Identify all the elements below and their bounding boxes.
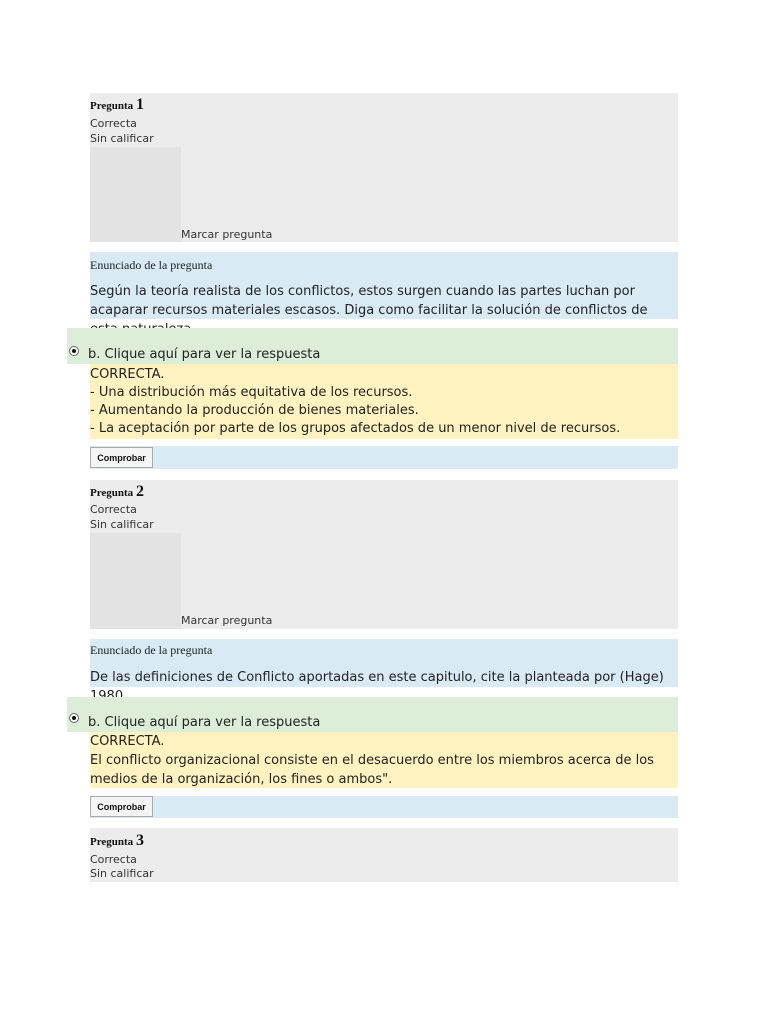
question-2-grade: Sin calificar	[90, 518, 154, 531]
question-2-check-bar	[90, 796, 678, 818]
question-1-statement-text: Según la teoría realista de los conflictos, estos surgen cuando las partes luchan por acaparar recursos materiales escasos. Diga como facilitar la solución de conflictos de	[90, 284, 648, 318]
feedback-line: - La aceptación por parte de los grupos afectados de un menor nivel de recursos.	[90, 421, 621, 436]
question-1-check-bar	[90, 446, 678, 469]
question-1-answer-label[interactable]: b. Clique aquí para ver la respuesta	[88, 347, 321, 362]
question-2-statement-text: De las definiciones de Conflicto aportadas en este capitulo, cite la planteada por (Hage)	[90, 670, 664, 685]
feedback-line: - Aumentando la producción de bienes materiales.	[90, 403, 419, 418]
question-2-title	[90, 483, 144, 501]
question-prefix: Pregunta	[90, 487, 134, 499]
question-number: 2	[135, 483, 144, 500]
question-2-statement-heading: Enunciado de la pregunta	[90, 643, 213, 657]
question-1-title	[90, 96, 144, 114]
question-2-answer-label[interactable]: b. Clique aquí para ver la respuesta	[88, 715, 321, 730]
question-number: 1	[135, 96, 144, 113]
question-1-flag-area	[90, 147, 181, 242]
check-button-1[interactable]: Comprobar	[90, 447, 153, 468]
question-number: 3	[135, 832, 144, 849]
question-prefix: Pregunta	[90, 100, 134, 112]
question-1-grade: Sin calificar	[90, 132, 154, 145]
feedback-title: CORRECTA.	[90, 734, 165, 749]
question-3-grade: Sin calificar	[90, 867, 154, 880]
question-1-answer-radio[interactable]	[69, 346, 79, 356]
feedback-line: - Una distribución más equitativa de los recursos.	[90, 385, 413, 400]
question-1-statement-heading: Enunciado de la pregunta	[90, 258, 213, 272]
flag-question-2-link[interactable]: Marcar pregunta	[181, 614, 273, 627]
flag-question-1-link[interactable]: Marcar pregunta	[181, 228, 273, 241]
question-2-feedback	[90, 732, 678, 788]
question-1-feedback	[90, 364, 678, 439]
question-2-state: Correcta	[90, 503, 137, 516]
feedback-text: El conflicto organizacional consiste en el desacuerdo entre los miembros acerca de los medios de la organización, los fines o ambos".	[90, 753, 654, 787]
question-3-info	[90, 828, 678, 882]
question-3-title	[90, 832, 144, 850]
question-1-state: Correcta	[90, 117, 137, 130]
feedback-line: CORRECTA.	[90, 367, 165, 382]
question-2-flag-area	[90, 533, 181, 629]
check-button-2[interactable]: Comprobar	[90, 796, 153, 817]
question-prefix: Pregunta	[90, 836, 134, 848]
question-3-state: Correcta	[90, 853, 137, 866]
question-2-answer-radio[interactable]	[69, 713, 79, 723]
